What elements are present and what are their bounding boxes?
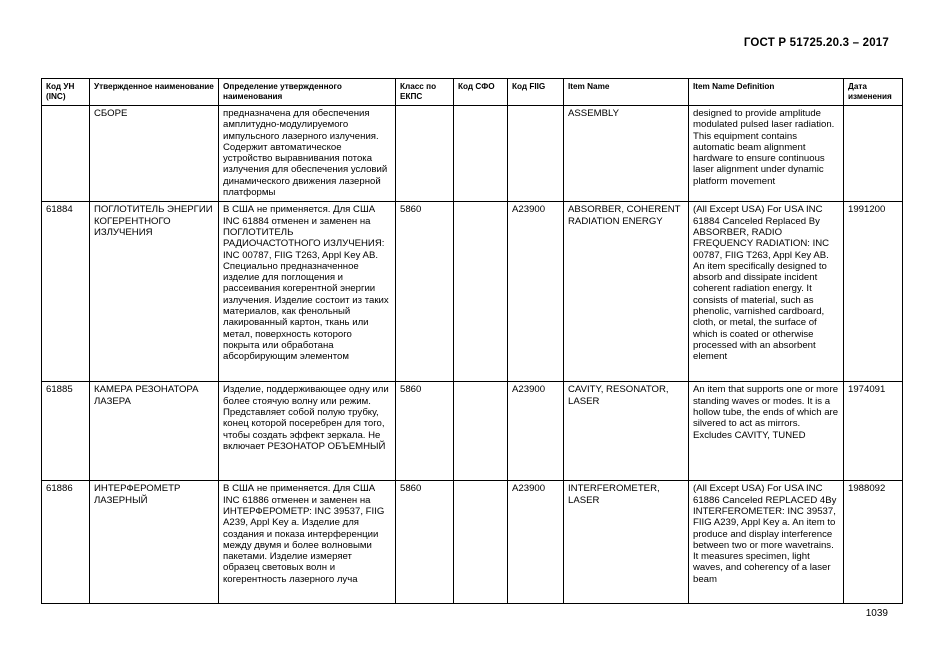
cell-approved-definition: Изделие, поддерживающее одну или более стоячую волну или режим. Представляет собой полую трубку, конец которой посеребрен для того, чтобы создать эффект зеркала. Не включает РЕЗОНАТОР ОБЪЕМНЫЙ bbox=[219, 382, 396, 481]
cell-change-date: 1974091 bbox=[844, 382, 903, 481]
table-row bbox=[42, 481, 903, 604]
table-row bbox=[42, 106, 903, 202]
col-header-change-date: Дата изменения bbox=[844, 79, 903, 106]
cell-sfo-code bbox=[454, 106, 508, 202]
cell-inc: 61886 bbox=[42, 481, 90, 604]
cell-fiig-code: A23900 bbox=[508, 481, 564, 604]
cell-approved-definition: предназначена для обеспечения амплитудно-модулируемого импульсного лазерного излучения. Содержит автоматическое устройство выравнивания потока излучения для обеспечения условий динамического движения лазерной платформы bbox=[219, 106, 396, 202]
col-header-sfo-code: Код СФО bbox=[454, 79, 508, 106]
cell-item-name: CAVITY, RESONATOR, LASER bbox=[564, 382, 689, 481]
cell-inc: 61884 bbox=[42, 202, 90, 382]
cell-change-date: 1991200 bbox=[844, 202, 903, 382]
cell-approved-definition: В США не применяется. Для США INC 61884 отменен и заменен на ПОГЛОТИТЕЛЬ РАДИОЧАСТОТНОГО ИЗЛУЧЕНИЯ: INC 00787, FIIG T263, Appl Key AB. Специально предназначенное изделие для поглощения и рассеивания когерентной энергии излучения. Изделие состоит из таких материалов, как фенольный лакированный картон, ткань или метал, поверхность которого покрыта или обработана абсорбирующим элементом bbox=[219, 202, 396, 382]
cell-ekps-class: 5860 bbox=[396, 481, 454, 604]
col-header-fiig-code: Код FIIG bbox=[508, 79, 564, 106]
cell-fiig-code: A23900 bbox=[508, 202, 564, 382]
cell-ekps-class bbox=[396, 106, 454, 202]
cell-item-name: INTERFEROMETER, LASER bbox=[564, 481, 689, 604]
col-header-approved-name: Утвержденное наименование bbox=[90, 79, 219, 106]
document-standard-header: ГОСТ Р 51725.20.3 – 2017 bbox=[743, 37, 889, 49]
table-row bbox=[42, 202, 903, 382]
catalog-table bbox=[41, 78, 903, 604]
page-number: 1039 bbox=[865, 608, 888, 619]
cell-approved-name: ПОГЛОТИТЕЛЬ ЭНЕРГИИ КОГЕРЕНТНОГО ИЗЛУЧЕНИЯ bbox=[90, 202, 219, 382]
table-header-row bbox=[42, 79, 903, 106]
cell-change-date: 1988092 bbox=[844, 481, 903, 604]
cell-item-name-definition: designed to provide amplitude modulated pulsed laser radiation. This equipment contains automatic beam alignment hardware to ensure continuous laser alignment under dynamic platform movement bbox=[689, 106, 844, 202]
col-header-item-name-definition: Item Name Definition bbox=[689, 79, 844, 106]
cell-ekps-class: 5860 bbox=[396, 382, 454, 481]
col-header-item-name: Item Name bbox=[564, 79, 689, 106]
cell-inc bbox=[42, 106, 90, 202]
col-header-approved-definition: Определение утвержденного наименования bbox=[219, 79, 396, 106]
cell-item-name: ABSORBER, COHERENT RADIATION ENERGY bbox=[564, 202, 689, 382]
cell-item-name: ASSEMBLY bbox=[564, 106, 689, 202]
cell-approved-definition: В США не применяется. Для США INC 61886 отменен и заменен на ИНТЕРФЕРОМЕТР: INC 39537, FIIG A239, Appl Key a. Изделие для создания и показа интерференции между двумя и более волновыми пакетами. Изделие измеряет образец световых волн и когерентность лазерного луча bbox=[219, 481, 396, 604]
cell-item-name-definition: An item that supports one or more standing waves or modes. It is a hollow tube, the ends of which are silvered to act as mirrors. Excludes CAVITY, TUNED bbox=[689, 382, 844, 481]
cell-fiig-code bbox=[508, 106, 564, 202]
cell-sfo-code bbox=[454, 202, 508, 382]
cell-sfo-code bbox=[454, 481, 508, 604]
cell-item-name-definition: (All Except USA) For USA INC 61884 Canceled Replaced By ABSORBER, RADIO FREQUENCY RADIATION: INC 00787, FIIG T263, Appl Key AB. An item specifically designed to absorb and dissipate incident coherent radiation energy. It consists of material, such as phenolic, varnished cardboard, cloth, or metal, the surface of which is coated or otherwise processed with an absorbent element bbox=[689, 202, 844, 382]
col-header-ekps-class: Класс по ЕКПС bbox=[396, 79, 454, 106]
cell-fiig-code: A23900 bbox=[508, 382, 564, 481]
cell-change-date bbox=[844, 106, 903, 202]
table-row bbox=[42, 382, 903, 481]
cell-item-name-definition: (All Except USA) For USA INC 61886 Canceled REPLACED 4By INTERFEROMETER: INC 39537, FIIG A239, Appl Key a. An item to produce and display interference between two or more wavetrains. It measures specimen, light waves, and coherency of a laser beam bbox=[689, 481, 844, 604]
col-header-inc: Код УН (INC) bbox=[42, 79, 90, 106]
cell-approved-name: СБОРЕ bbox=[90, 106, 219, 202]
cell-approved-name: КАМЕРА РЕЗОНАТОРА ЛАЗЕРА bbox=[90, 382, 219, 481]
cell-ekps-class: 5860 bbox=[396, 202, 454, 382]
cell-inc: 61885 bbox=[42, 382, 90, 481]
cell-approved-name: ИНТЕРФЕРОМЕТР ЛАЗЕРНЫЙ bbox=[90, 481, 219, 604]
cell-sfo-code bbox=[454, 382, 508, 481]
